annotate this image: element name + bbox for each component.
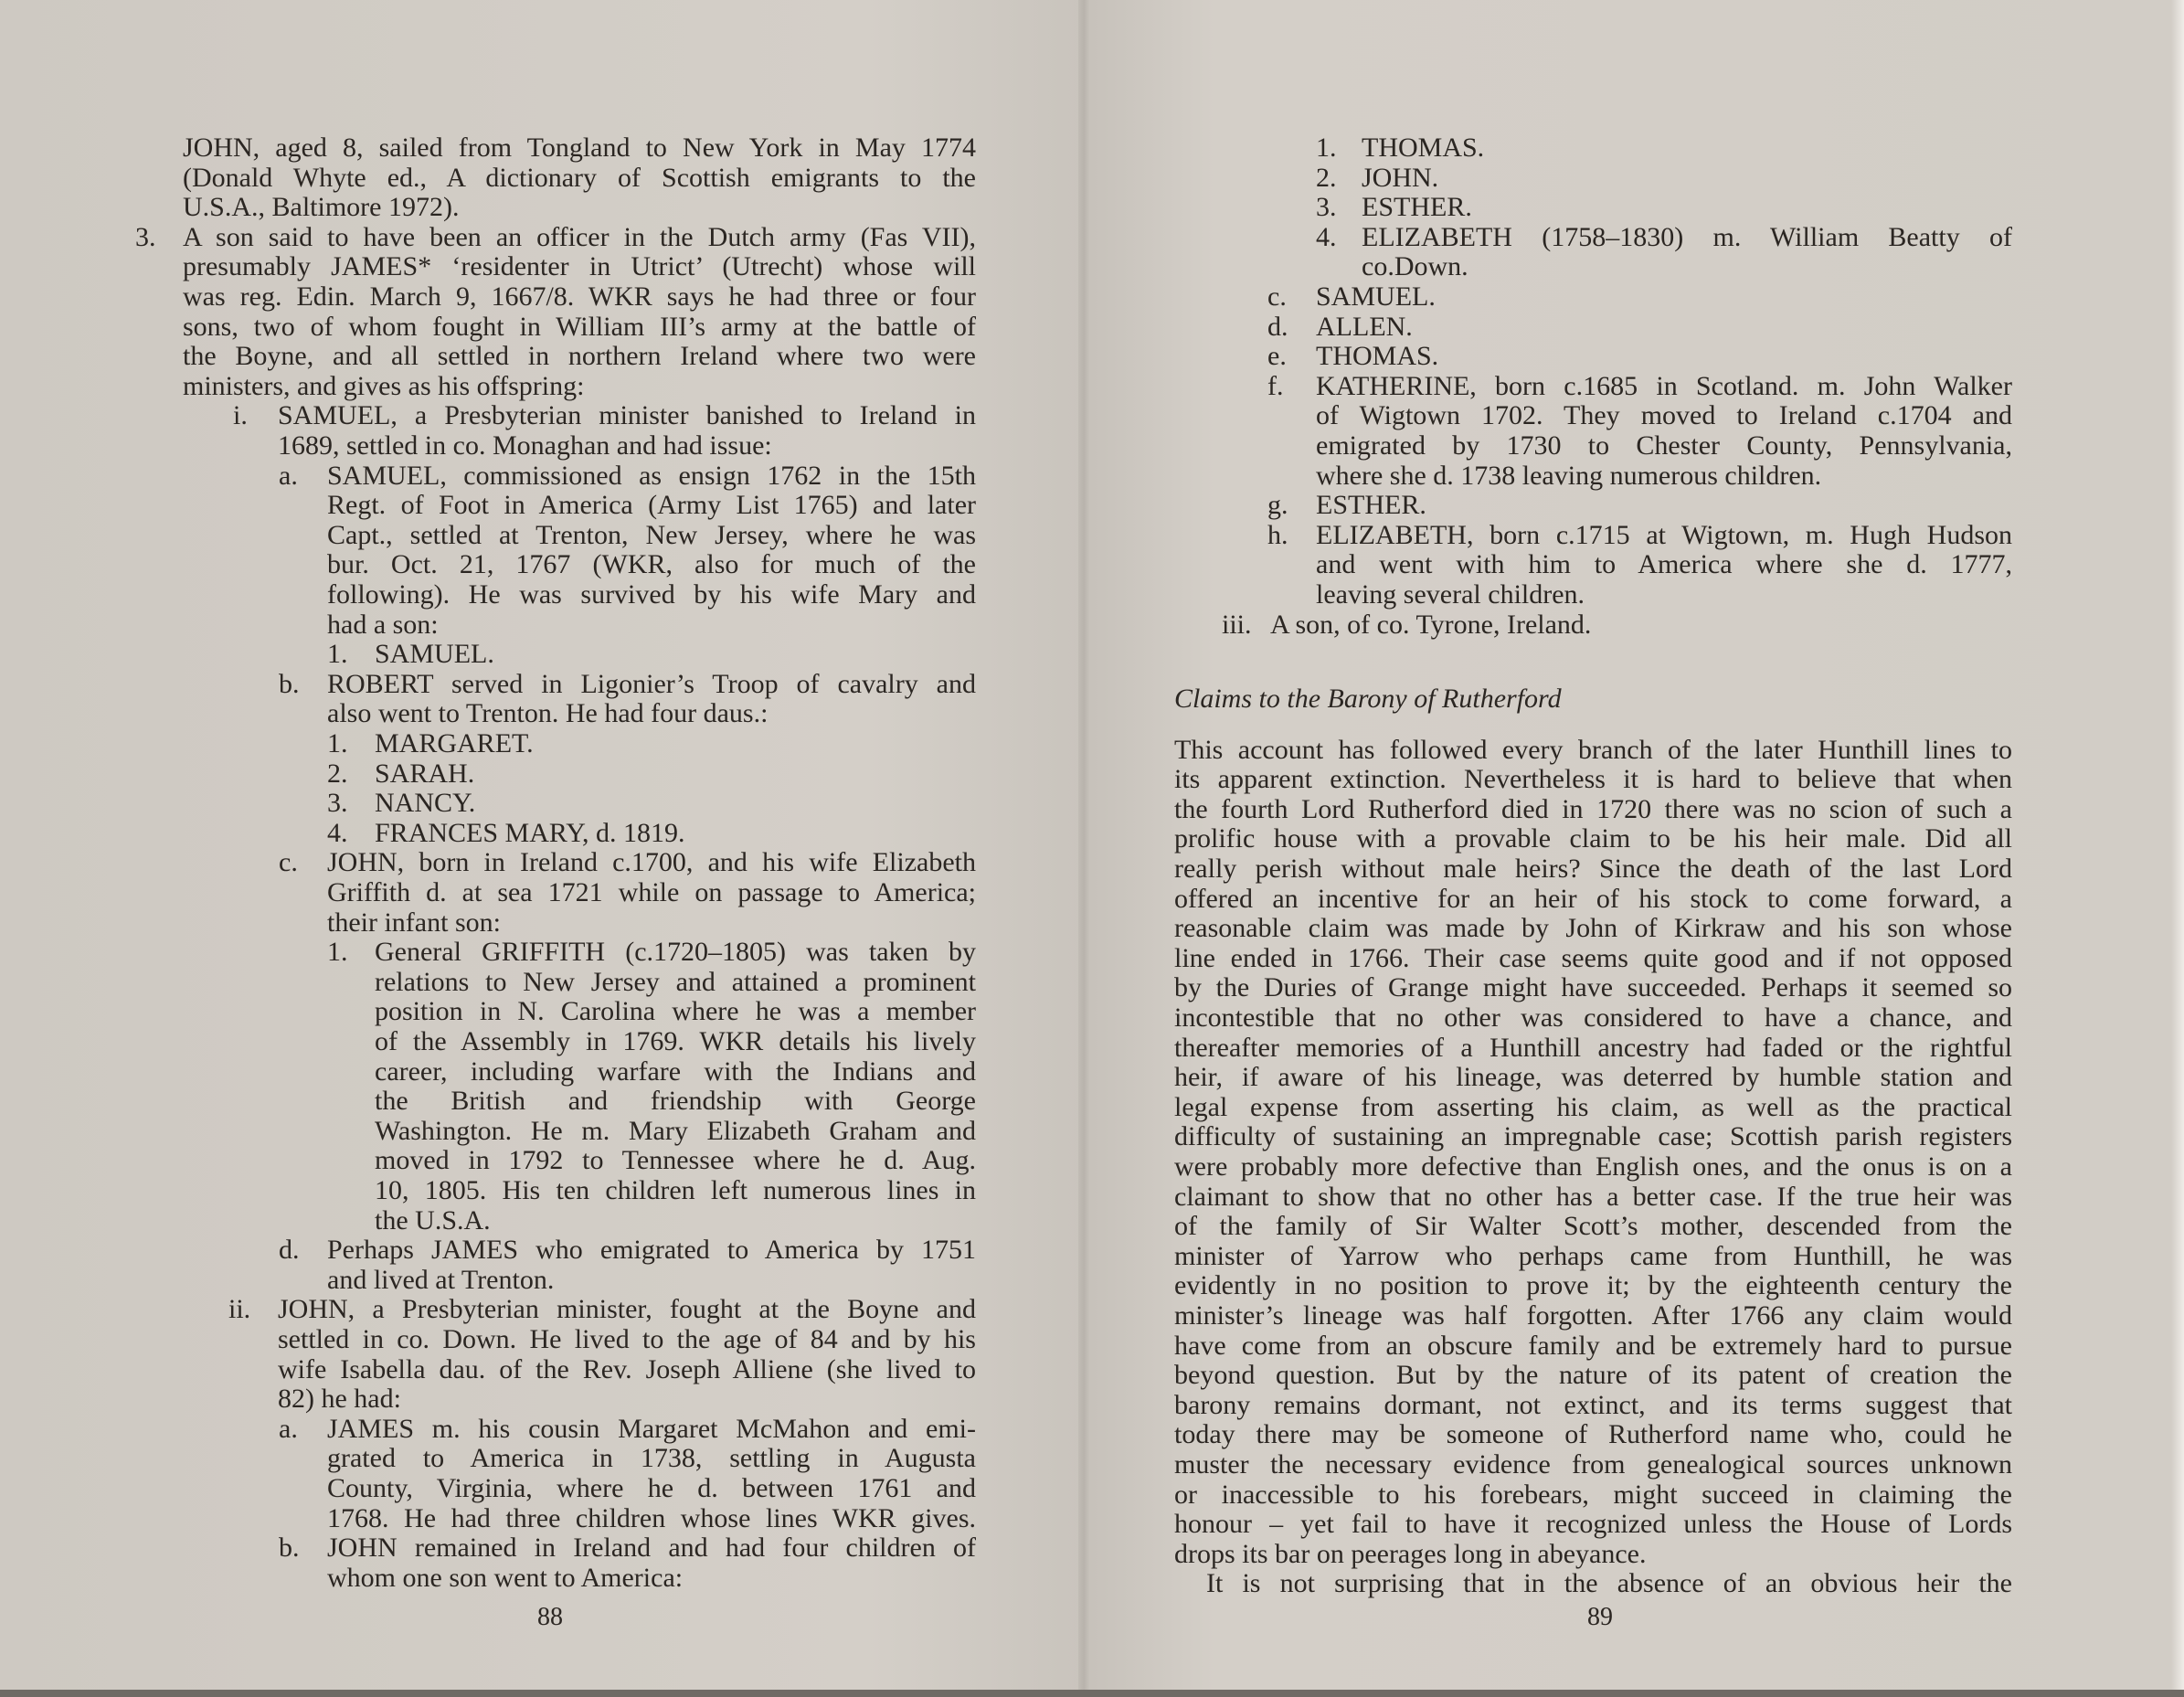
body-line: legal expense from asserting his claim, as well as the practical xyxy=(1174,1091,2012,1122)
text-line xyxy=(327,1266,976,1296)
text-line xyxy=(1316,461,2012,492)
text-line xyxy=(1316,401,2012,431)
line-text: moved in 1792 to Tennessee where he d. Aug. xyxy=(375,1145,976,1176)
page-number-left: 88 xyxy=(537,1603,563,1631)
text-line xyxy=(278,1355,976,1385)
body-line: reasonable claim was made by John of Kirkraw and his son whose xyxy=(1174,913,2012,944)
line-text: ESTHER. xyxy=(1362,192,1472,223)
line-text: JOHN. xyxy=(1362,162,1439,193)
page-edge xyxy=(2171,0,2184,1697)
line-text: MARGARET. xyxy=(375,728,534,758)
right-page xyxy=(1083,0,2184,1697)
list-label: 3. xyxy=(135,221,156,252)
body-line: prolific house with a provable claim to be his heir male. Did all xyxy=(1174,823,2012,854)
line-text: bur. Oct. 21, 1767 (WKR, also for much of the xyxy=(327,549,976,580)
line-text: JAMES m. his cousin Margaret McMahon and emi- xyxy=(327,1413,976,1444)
list-label: 2. xyxy=(327,758,348,789)
list-label: b. xyxy=(279,1533,300,1564)
text-line xyxy=(327,817,976,849)
list-label: h. xyxy=(1267,519,1288,550)
body-line: muster the necessary evidence from genealogical sources unknown xyxy=(1174,1448,2012,1480)
text-line xyxy=(1267,281,2012,313)
text-line xyxy=(279,1533,976,1564)
body-line: beyond question. But by the nature of its patent of creation the xyxy=(1174,1360,2012,1391)
text-line xyxy=(1316,133,2012,164)
line-text: ministers, and gives as his offspring: xyxy=(183,370,585,401)
list-label: c. xyxy=(1267,281,1287,312)
text-line xyxy=(327,788,976,819)
line-text: had a son: xyxy=(327,609,439,640)
line-text: settled in co. Down. He lived to the age of 84 and by his xyxy=(278,1324,976,1354)
body-line: thereafter memories of a Hunthill ancestry had faded or the rightful xyxy=(1174,1032,2012,1063)
line-text: (Donald Whyte ed., A dictionary of Scottish emigrants to the xyxy=(183,162,976,193)
line-text: FRANCES MARY, d. 1819. xyxy=(375,817,685,848)
line-text: SARAH. xyxy=(375,758,475,789)
list-label: 1. xyxy=(327,937,348,968)
body-line: minister of Yarrow who perhaps came from Hunthill, he was xyxy=(1174,1240,2012,1271)
text-line xyxy=(1267,311,2012,343)
text-line xyxy=(278,1325,976,1355)
line-text: SAMUEL. xyxy=(375,639,494,670)
body-line: today there may be someone of Rutherford name who, could he xyxy=(1174,1419,2012,1450)
left-page xyxy=(0,0,1083,1697)
text-line xyxy=(279,1413,976,1445)
list-label: g. xyxy=(1267,490,1288,521)
text-line xyxy=(327,699,976,729)
scan-border xyxy=(0,1690,2184,1697)
line-text: was reg. Edin. March 9, 1667/8. WKR says he had three or four xyxy=(183,281,976,312)
line-text: General GRIFFITH (c.1720–1805) was taken by xyxy=(375,937,976,968)
text-line xyxy=(327,1564,976,1594)
line-text: career, including warfare with the Indians and xyxy=(375,1055,976,1087)
text-line xyxy=(183,282,976,313)
text-line xyxy=(1222,609,2012,641)
text-line xyxy=(327,580,976,610)
text-line xyxy=(375,968,976,998)
line-text: 1689, settled in co. Monaghan and had issue: xyxy=(278,430,772,461)
text-line xyxy=(327,1474,976,1504)
line-text: SAMUEL, commissioned as ensign 1762 in the 15th xyxy=(327,460,976,491)
line-text: of the Assembly in 1769. WKR details his lively xyxy=(375,1026,976,1056)
text-line xyxy=(183,193,976,223)
text-line xyxy=(375,1057,976,1087)
list-label: a. xyxy=(279,1413,298,1444)
text-line xyxy=(375,997,976,1027)
line-text: Griffith d. at sea 1721 while on passage to America; xyxy=(327,877,976,907)
list-label: d. xyxy=(279,1235,300,1266)
line-text: and went with him to America where she d. 1777, xyxy=(1316,549,2012,580)
line-text: and lived at Trenton. xyxy=(327,1264,555,1295)
line-text: ELIZABETH (1758–1830) m. William Beatty of xyxy=(1362,221,2012,252)
text-line xyxy=(279,847,976,878)
text-line xyxy=(1267,490,2012,521)
line-text: THOMAS. xyxy=(1362,133,1485,163)
line-text: 82) he had: xyxy=(278,1384,401,1415)
body-line: barony remains dormant, not extinct, and its terms suggest that xyxy=(1174,1389,2012,1420)
line-text: SAMUEL, a Presbyterian minister banished to Ireland in xyxy=(278,400,976,431)
line-text: NANCY. xyxy=(375,788,476,819)
line-text: Washington. He m. Mary Elizabeth Graham and xyxy=(375,1115,976,1146)
text-line xyxy=(278,431,976,461)
line-text: JOHN, born in Ireland c.1700, and his wife Elizabeth xyxy=(327,847,976,878)
line-text: 10, 1805. His ten children left numerous lines in xyxy=(375,1175,976,1205)
line-text: JOHN remained in Ireland and had four children of xyxy=(327,1533,976,1564)
line-text: JOHN, aged 8, sailed from Tongland to New York in May 1774 xyxy=(183,133,976,163)
line-text: sons, two of whom fought in William III’s army at the battle of xyxy=(183,311,976,342)
line-text: wife Isabella dau. of the Rev. Joseph Alliene (she lived to xyxy=(278,1353,976,1384)
book-gutter xyxy=(1078,0,1089,1697)
list-label: d. xyxy=(1267,311,1288,342)
body-line: have come from an obscure family and be extremely hard to pursue xyxy=(1174,1330,2012,1361)
list-label: a. xyxy=(279,460,298,491)
list-label: 3. xyxy=(1316,192,1337,223)
body-line: It is not surprising that in the absence of an obvious heir the xyxy=(1206,1568,2012,1599)
text-line xyxy=(183,252,976,282)
text-line xyxy=(375,1087,976,1117)
text-line xyxy=(327,728,976,759)
text-line xyxy=(327,758,976,790)
list-label: i. xyxy=(233,400,248,431)
text-line xyxy=(327,878,976,908)
list-label: iii. xyxy=(1222,609,1252,640)
line-text: the British and friendship with George xyxy=(375,1086,976,1117)
line-text: grated to America in 1738, settling in Augusta xyxy=(327,1443,976,1474)
body-line: line ended in 1766. Their case seems quite good and if not opposed xyxy=(1174,942,2012,973)
text-line xyxy=(1316,162,2012,194)
body-line: This account has followed every branch of the later Hunthill lines to xyxy=(1174,734,2012,765)
text-line xyxy=(327,521,976,551)
list-label: e. xyxy=(1267,341,1287,372)
line-text: following). He was survived by his wife Mary and xyxy=(327,579,976,610)
list-label: c. xyxy=(279,847,298,878)
text-line xyxy=(375,1176,976,1206)
list-label: 3. xyxy=(327,788,348,819)
list-label: ii. xyxy=(228,1294,251,1325)
line-text: Perhaps JAMES who emigrated to America by 1751 xyxy=(327,1235,976,1266)
line-text: County, Virginia, where he d. between 1761 and xyxy=(327,1473,976,1503)
list-label: 1. xyxy=(1316,133,1337,163)
line-text: relations to New Jersey and attained a prominent xyxy=(375,966,976,997)
text-line xyxy=(327,1444,976,1474)
line-text: ROBERT served in Ligonier’s Troop of cavalry and xyxy=(327,668,976,699)
text-line xyxy=(228,1294,976,1325)
body-line: minister’s lineage was half forgotten. After 1766 any claim would xyxy=(1174,1299,2012,1331)
text-line xyxy=(1316,192,2012,223)
text-line xyxy=(375,1206,976,1236)
text-line xyxy=(327,908,976,939)
line-text: the Boyne, and all settled in northern Ireland where two were xyxy=(183,341,976,372)
text-line xyxy=(375,1117,976,1147)
line-text: their infant son: xyxy=(327,907,501,938)
line-text: SAMUEL. xyxy=(1316,281,1436,312)
text-line xyxy=(1316,550,2012,580)
line-text: the U.S.A. xyxy=(375,1204,491,1236)
line-text: where she d. 1738 leaving numerous children. xyxy=(1316,460,1822,491)
body-line: evidently in no position to prove it; by the eighteenth century the xyxy=(1174,1270,2012,1301)
list-label: b. xyxy=(279,668,300,699)
text-line xyxy=(327,1504,976,1534)
body-line: claimant to show that no other has a better case. If the true heir was xyxy=(1174,1181,2012,1212)
text-line xyxy=(1267,370,2012,402)
line-text: 1768. He had three children whose lines WKR gives. xyxy=(327,1502,976,1533)
text-line xyxy=(183,313,976,343)
line-text: emigrated by 1730 to Chester County, Pennsylvania, xyxy=(1316,430,2012,461)
text-line xyxy=(327,937,976,968)
text-line xyxy=(375,1027,976,1057)
text-line xyxy=(1316,221,2012,253)
line-text: co.Down. xyxy=(1362,251,1468,282)
body-line: the fourth Lord Rutherford died in 1720 there was no scion of such a xyxy=(1174,793,2012,824)
text-line xyxy=(375,1146,976,1176)
text-line xyxy=(183,133,976,164)
line-text: Regt. of Foot in America (Army List 1765) and later xyxy=(327,490,976,521)
list-label: 4. xyxy=(1316,221,1337,252)
line-text: also went to Trenton. He had four daus.: xyxy=(327,698,769,729)
text-line xyxy=(327,550,976,580)
line-text: THOMAS. xyxy=(1316,341,1439,372)
body-line: of the family of Sir Walter Scott’s mother, descended from the xyxy=(1174,1211,2012,1242)
list-label: 1. xyxy=(327,728,348,758)
text-line xyxy=(278,1384,976,1415)
text-line xyxy=(1316,580,2012,610)
body-line: incontestible that no other was considered to have a chance, and xyxy=(1174,1002,2012,1033)
text-line xyxy=(1316,431,2012,461)
body-line: or inaccessible to his forebears, might succeed in claiming the xyxy=(1174,1479,2012,1510)
text-line xyxy=(183,164,976,194)
body-line: difficulty of sustaining an impregnable case; Scottish parish registers xyxy=(1174,1121,2012,1152)
body-line: offered an incentive for an heir of his stock to come forward, a xyxy=(1174,883,2012,914)
line-text: A son, of co. Tyrone, Ireland. xyxy=(1270,609,1592,640)
line-text: leaving several children. xyxy=(1316,579,1585,610)
text-line xyxy=(327,639,976,670)
line-text: ALLEN. xyxy=(1316,311,1413,342)
list-label: 1. xyxy=(327,639,348,670)
line-text: Capt., settled at Trenton, New Jersey, where he was xyxy=(327,519,976,550)
text-line xyxy=(135,221,976,253)
text-line xyxy=(233,400,976,431)
body-line: by the Duries of Grange might have succeeded. Perhaps it seemed so xyxy=(1174,972,2012,1003)
body-line: were probably more defective than English ones, and the onus is on a xyxy=(1174,1151,2012,1182)
line-text: of Wigtown 1702. They moved to Ireland c.1704 and xyxy=(1316,400,2012,431)
list-label: 4. xyxy=(327,817,348,848)
list-label: f. xyxy=(1267,370,1284,401)
line-text: A son said to have been an officer in the Dutch army (Fas VII), xyxy=(183,221,976,252)
body-line: drops its bar on peerages long in abeyance. xyxy=(1174,1538,1647,1569)
text-line xyxy=(1267,519,2012,551)
line-text: ESTHER. xyxy=(1316,490,1426,521)
text-line xyxy=(327,491,976,521)
text-line xyxy=(183,342,976,372)
text-line xyxy=(183,372,976,402)
body-line: its apparent extinction. Nevertheless it is hard to believe that when xyxy=(1174,764,2012,795)
page-number-right: 89 xyxy=(1587,1603,1613,1631)
section-heading: Claims to the Barony of Rutherford xyxy=(1174,684,1562,715)
body-line: really perish without male heirs? Since the death of the last Lord xyxy=(1174,853,2012,884)
body-line: honour – yet fail to have it recognized unless the House of Lords xyxy=(1174,1509,2012,1540)
text-line xyxy=(1362,252,2012,282)
line-text: U.S.A., Baltimore 1972). xyxy=(183,192,460,223)
text-line xyxy=(279,460,976,492)
line-text: presumably JAMES* ‘residenter in Utrict’ (Utrecht) whose will xyxy=(183,251,976,282)
text-line xyxy=(279,668,976,700)
line-text: JOHN, a Presbyterian minister, fought at the Boyne and xyxy=(278,1294,976,1325)
line-text: whom one son went to America: xyxy=(327,1562,684,1593)
line-text: position in N. Carolina where he was a member xyxy=(375,996,976,1027)
text-line xyxy=(327,610,976,641)
line-text: KATHERINE, born c.1685 in Scotland. m. John Walker xyxy=(1316,370,2012,401)
list-label: 2. xyxy=(1316,162,1337,193)
body-line: heir, if aware of his lineage, was deterred by humble station and xyxy=(1174,1062,2012,1093)
text-line xyxy=(279,1235,976,1266)
text-line xyxy=(1267,341,2012,372)
line-text: ELIZABETH, born c.1715 at Wigtown, m. Hugh Hudson xyxy=(1316,519,2012,550)
